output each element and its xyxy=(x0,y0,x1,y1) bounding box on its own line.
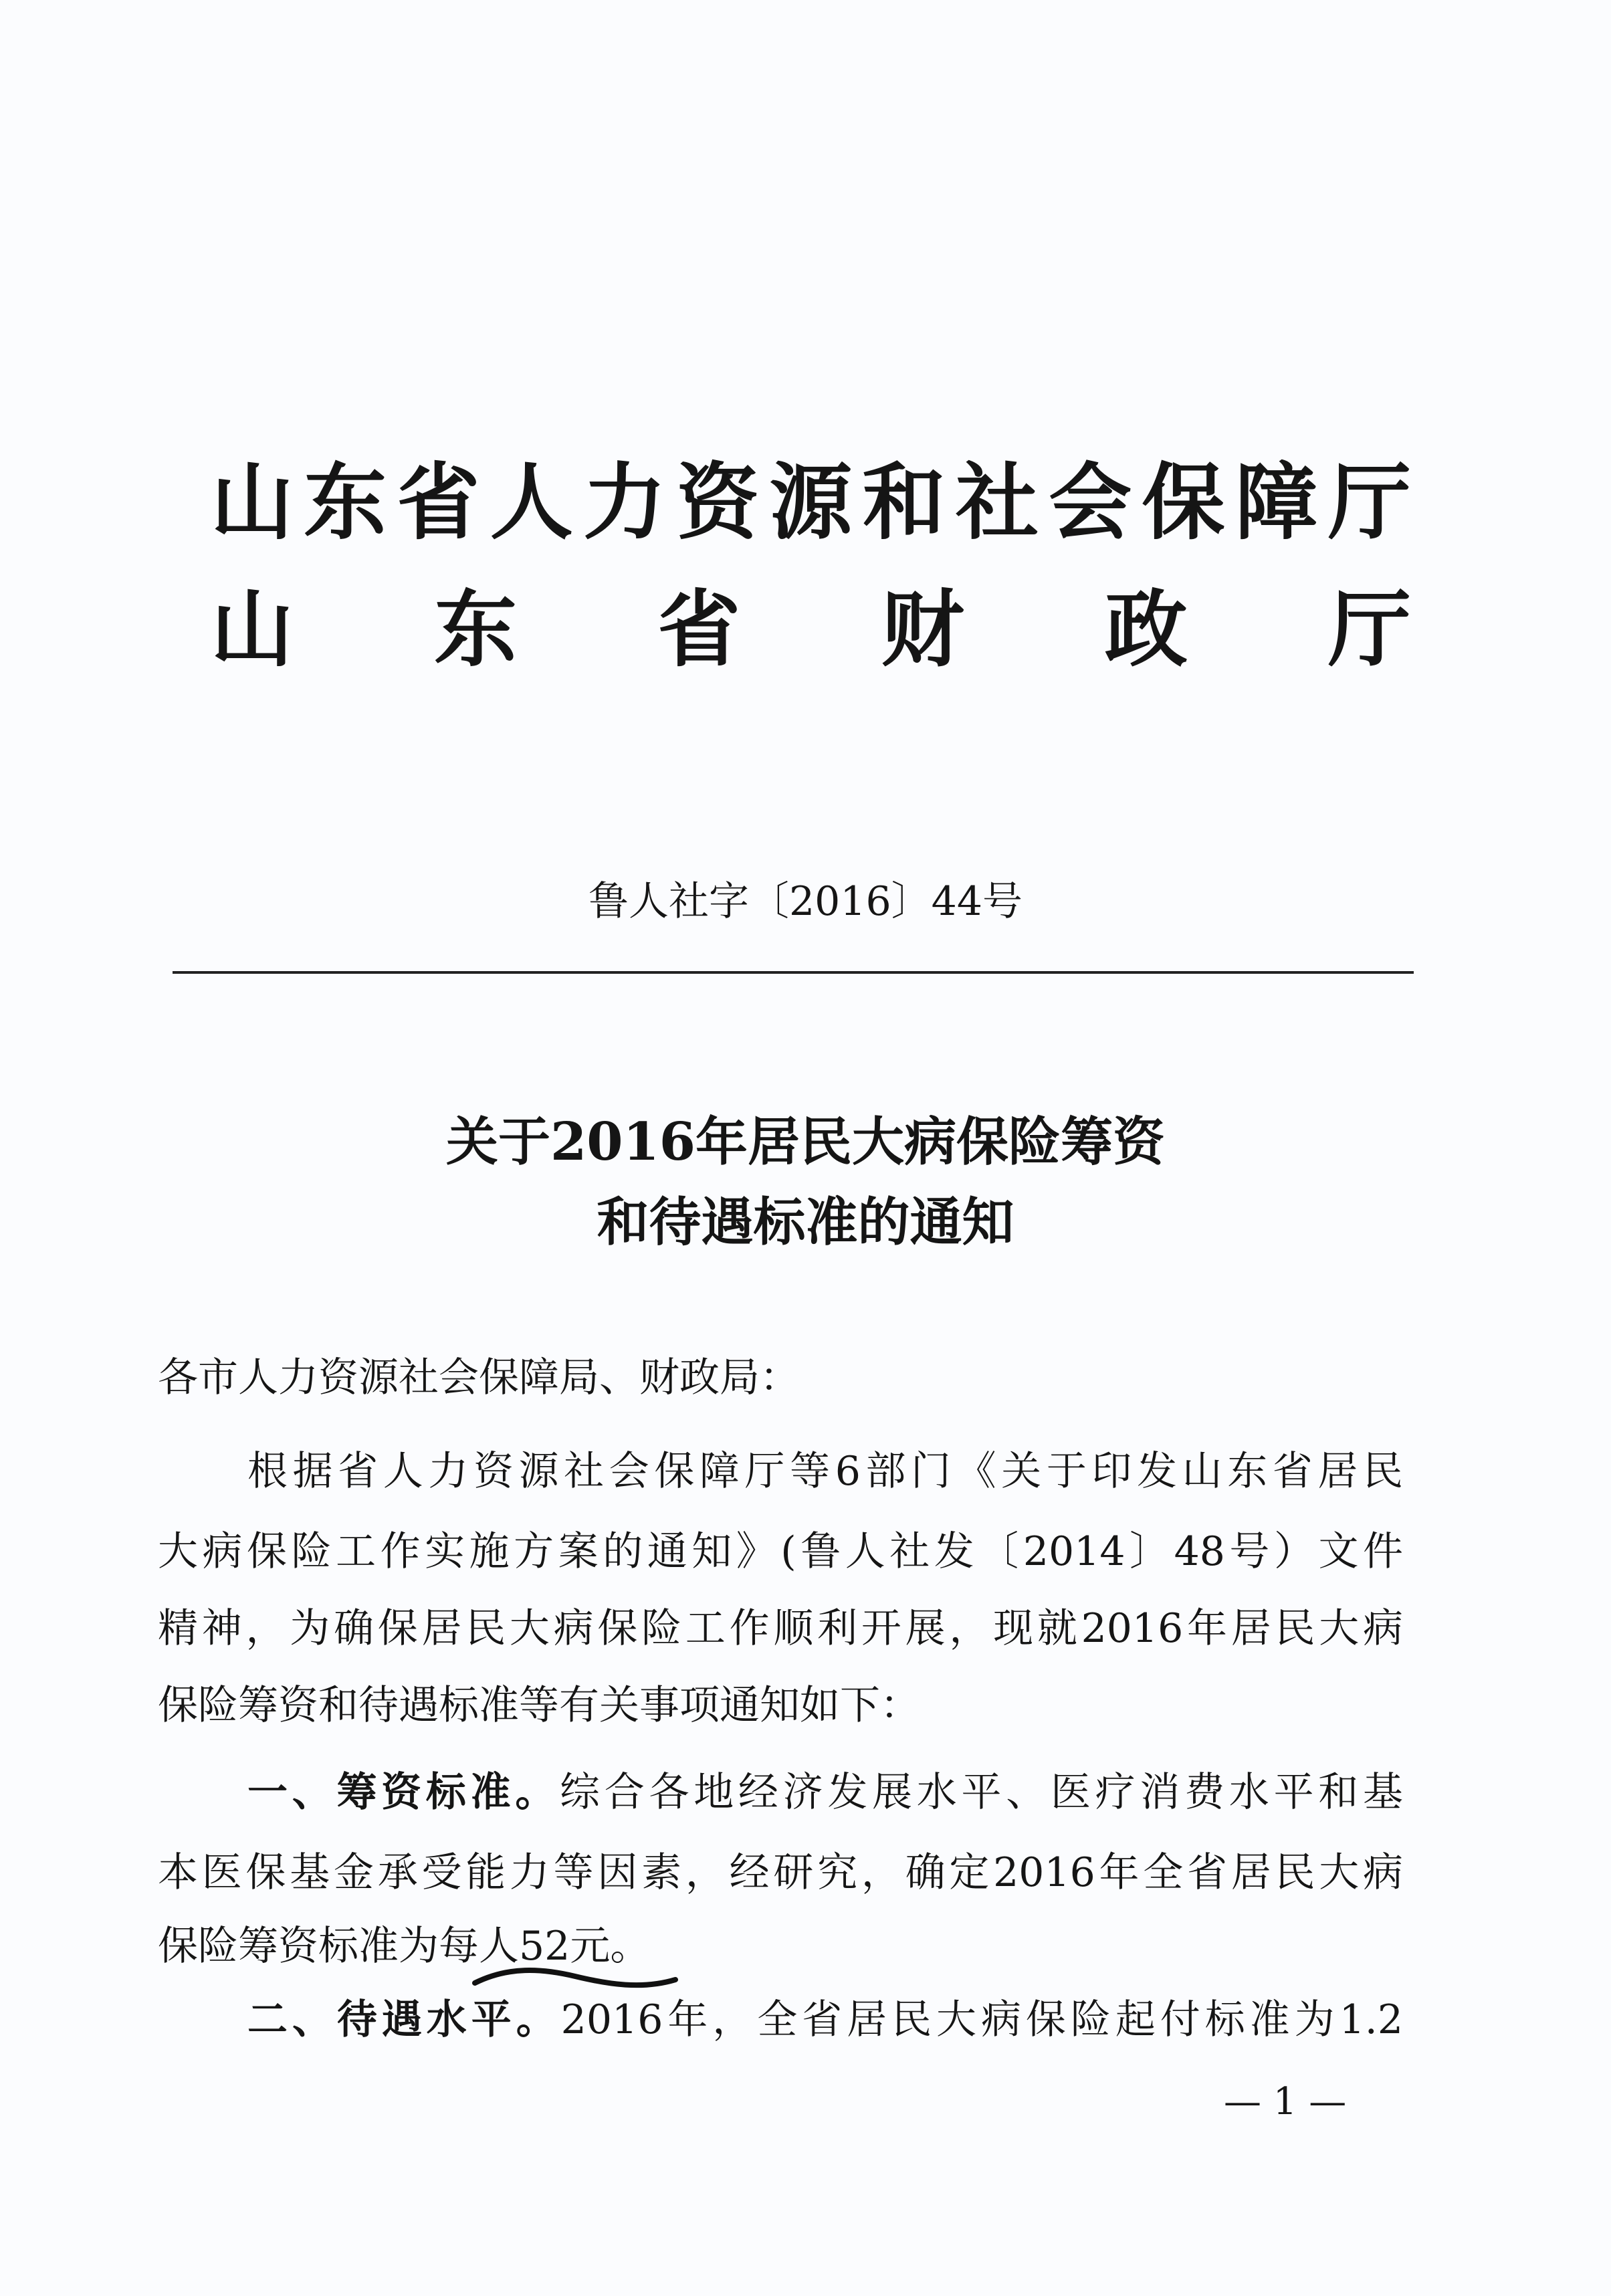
body-line: 本医保基金承受能力等因素，经研究，确定2016年全省居民大病 xyxy=(158,1849,1403,1896)
body-line: 精神，为确保居民大病保险工作顺利开展，现就2016年居民大病 xyxy=(158,1605,1403,1652)
document-number: 鲁人社字〔2016〕44号 xyxy=(588,878,1023,925)
body-line: 保险筹资标准为每人52元。 xyxy=(158,1923,651,1970)
letterhead-line-2: 山 东 省 财 政 厅 xyxy=(211,582,1411,678)
salutation: 各市人力资源社会保障局、财政局： xyxy=(158,1354,800,1401)
body-line: 大病保险工作实施方案的通知》(鲁人社发〔2014〕48号）文件 xyxy=(158,1528,1403,1575)
page-number: — 1 — xyxy=(1224,2080,1347,2123)
section-2-line xyxy=(247,1996,1404,2043)
section-2-title: 二、待遇水平。 xyxy=(247,1996,561,2043)
section-1-title: 一、筹资标准。 xyxy=(247,1769,560,1816)
body-line: 根据省人力资源社会保障厅等6部门《关于印发山东省居民 xyxy=(247,1448,1403,1495)
header-divider xyxy=(173,971,1414,974)
handwritten-underline xyxy=(468,1963,682,1996)
letterhead-line-1: 山东省人力资源和社会保障厅 xyxy=(211,455,1411,551)
body-text: 2016年，全省居民大病保险起付标准为1.2 xyxy=(560,1996,1404,2043)
body-line: 保险筹资和待遇标准等有关事项通知如下： xyxy=(158,1682,920,1729)
notice-title-line-1: 关于2016年居民大病保险筹资 xyxy=(445,1112,1166,1172)
notice-title-line-2: 和待遇标准的通知 xyxy=(597,1192,1014,1253)
section-1-line xyxy=(247,1769,1404,1816)
body-text: 综合各地经济发展水平、医疗消费水平和基 xyxy=(560,1769,1404,1816)
